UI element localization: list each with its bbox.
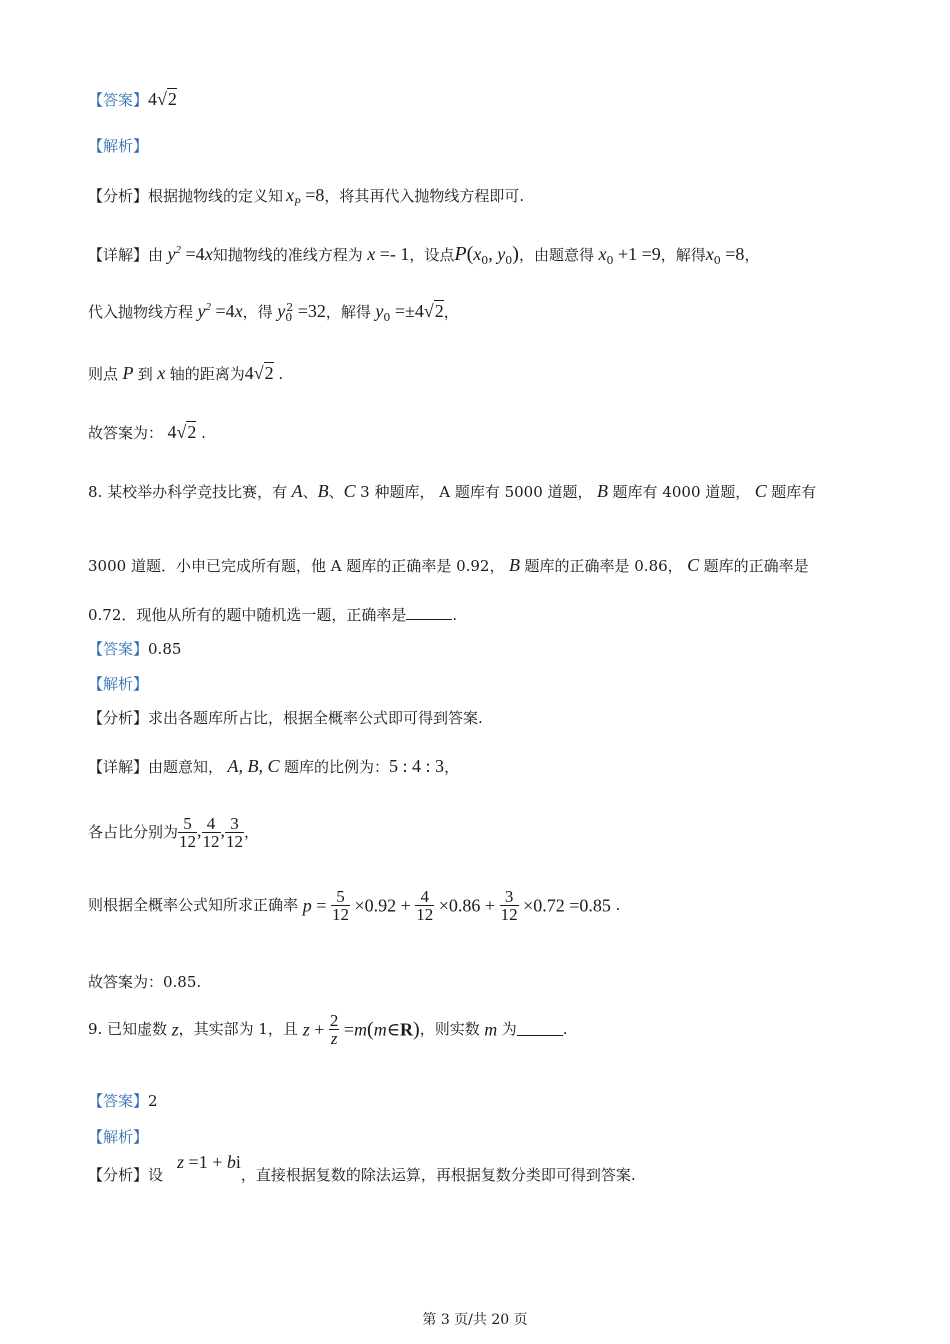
q7-answer-line: 【答案】4√2: [88, 89, 177, 109]
answer-label: 【答案】: [88, 91, 149, 109]
q9-answer-line: 【答案】2: [88, 1092, 158, 1110]
q9-fenxi: 【分析】设z =1 + bi，直接根据复数的除法运算，再根据复数分类即可得到答案.: [88, 1152, 636, 1184]
q8-final: 故答案为：0.85.: [88, 973, 202, 991]
q7-xiangjie-line2: 代入抛物线方程 $y^2 =4x$，得 $y_0^2 =32$，解得 $y_0 =\pm 4√2$，: [88, 301, 459, 324]
q7-xiangjie-line3: 则点 P 到 x 轴的距离为4√2 .: [88, 363, 284, 383]
q8-question-line1: 8. 某校举办科学竞技比赛，有 A、B、C 3 种题库， A 题库有 5000 道题， B 题库有 4000 道题， C 题库有: [88, 481, 817, 501]
page-footer: 第 3 页/共 20 页: [422, 1312, 528, 1328]
q7-xiangjie-line1: 【详解】由 $y^2 =4x$知抛物线的准线方程为 x =- 1，设点$P(x_0$, $y_0$)，由题意得 $x_0 +1 =9$，解得$x_0 =8$，: [88, 243, 760, 267]
q7-fenxi: 【分析】根据抛物线的定义知 $x_P =8$，将其再代入抛物线方程即可.: [88, 185, 525, 209]
analysis-label: 【解析】: [88, 137, 149, 155]
q7-final: 故答案为： 4√2 .: [88, 422, 206, 442]
analysis-label: 【解析】: [88, 1128, 149, 1146]
analysis-label: 【解析】: [88, 675, 149, 693]
q8-xiangjie-line3: 则根据全概率公式知所求正确率 p = $\frac{5}{12}$ ×0.92 + $\frac{4}{12}$ ×0.86 + $\frac{3}{12}$ ×0.72 =0.85 .: [88, 887, 621, 924]
q8-xiangjie-line1: 【详解】由题意知， A, B, C 题库的比例为：5 : 4 : 3，: [88, 756, 460, 776]
q8-question-line2: 3000 道题．小申已完成所有题，他 A 题库的正确率是 0.92， B 题库的正确率是 0.86， C 题库的正确率是: [88, 555, 809, 575]
q8-answer-line: 【答案】0.85: [88, 640, 182, 658]
q8-xiangjie-line2: 各占比分别为 $\frac{5}{12}$ , $\frac{4}{12}$ , $\frac{3}{12}$ ，: [88, 814, 260, 851]
q9-question: 9. 已知虚数 z，其实部为 1，且 z + $\frac{2}{z}$ =m(m∈R)，则实数 m 为 .: [88, 1011, 568, 1048]
q8-question-line3: 0.72．现他从所有的题中随机选一题，正确率是 .: [88, 606, 458, 624]
q8-fenxi: 【分析】求出各题库所占比，根据全概率公式即可得到答案.: [88, 709, 483, 727]
